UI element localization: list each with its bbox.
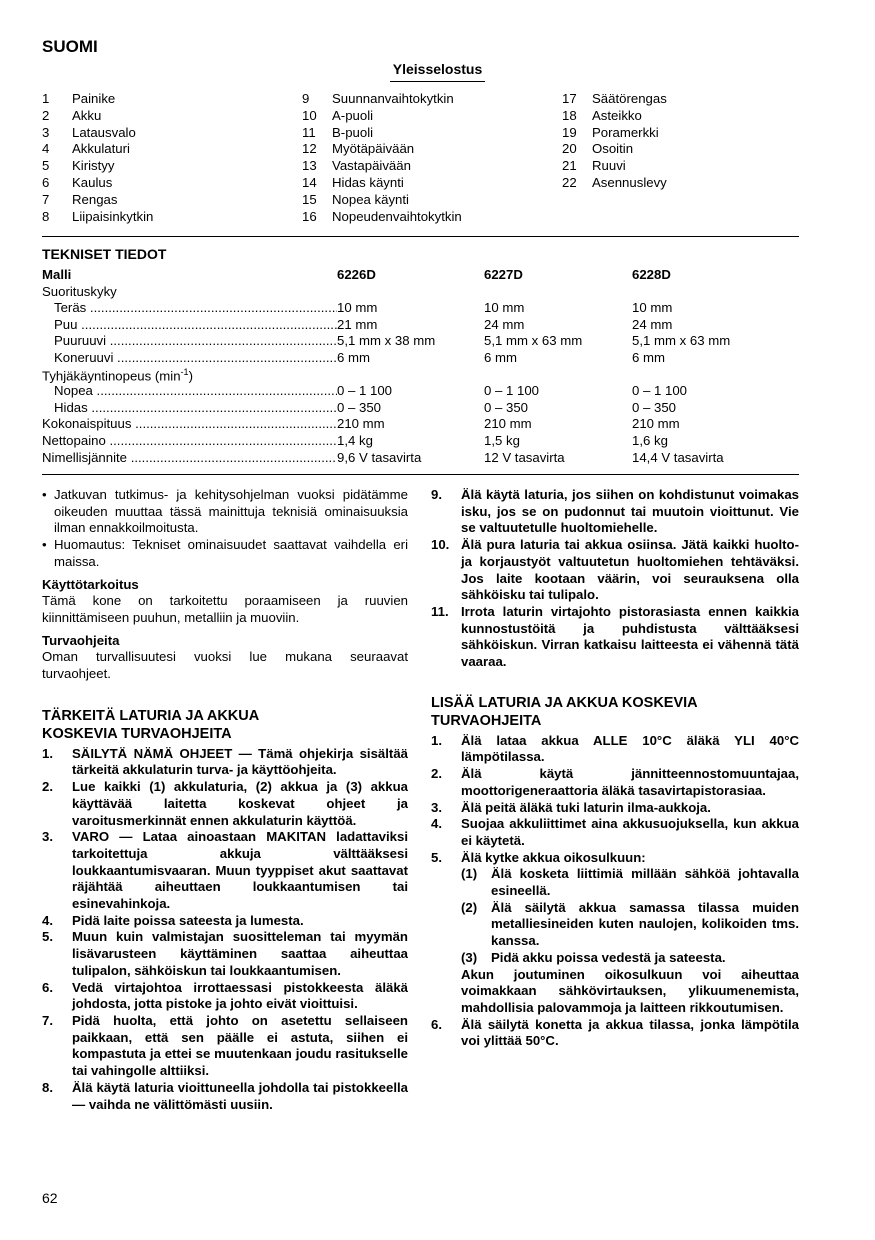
part-number: 6 (42, 174, 50, 190)
list-item (431, 604, 799, 671)
spec-value: 9,6 V tasavirta (337, 449, 422, 465)
part-label: Myötäpäivään (332, 141, 415, 157)
bullet-text: Huomautus: Tekniset ominaisuudet saattavat vaihdella eri maissa. (54, 537, 408, 569)
spec-value: 5,1 mm x 63 mm (632, 333, 731, 349)
sub-list (431, 866, 799, 1016)
list-text: Pidä laite poissa sateesta ja lumesta. (72, 912, 304, 928)
spec-value: 5,1 mm x 63 mm (484, 333, 583, 349)
list-item (431, 487, 799, 537)
divider (42, 474, 799, 475)
part-item (42, 108, 292, 125)
spec-value: 10 mm (484, 300, 525, 316)
spec-value: 1,4 kg (337, 432, 373, 448)
part-number: 4 (42, 141, 50, 157)
list-number: 4. (431, 816, 442, 832)
part-label: Akku (72, 107, 102, 123)
spec-label: Nettopaino ..... (42, 433, 337, 448)
part-item (42, 141, 292, 158)
spec-value: 21 mm (337, 316, 378, 332)
sub-number: (1) (461, 866, 478, 882)
part-number: 9 (302, 91, 310, 106)
bullet-item (42, 487, 408, 537)
part-item (562, 158, 799, 175)
spec-value: 0 – 350 (632, 399, 676, 415)
list-text: Suojaa akkuliittimet aina akkusuojuksella, kun akkua ei käytetä. (461, 816, 799, 848)
part-number: 14 (302, 174, 317, 190)
part-label: Säätörengas (592, 91, 667, 106)
bullet-marker: • (42, 537, 47, 553)
part-number: 8 (42, 208, 50, 224)
part-number: 7 (42, 191, 50, 207)
spec-value: 210 mm (484, 416, 532, 432)
part-label: Hidas käynti (332, 174, 404, 190)
list-item (42, 829, 408, 913)
part-number: 11 (302, 124, 316, 140)
part-item (562, 108, 799, 125)
part-label: Liipaisinkytkin (72, 208, 154, 224)
list-number: 3. (42, 829, 53, 845)
sub-text: Älä kosketa liittimiä millään sähköä johtavalla esineellä. (491, 866, 799, 899)
spec-value: 0 – 350 (337, 399, 381, 415)
parts-list-col-3 (562, 91, 799, 192)
part-number: 17 (562, 91, 577, 106)
list-text: Lue kaikki (1) akkulaturia, (2) akkua ja (3) akkua käyttävää laitetta koskevat ohjeet ja varoitusmerkinnät ennen akkulaturin käyttöä. (72, 779, 408, 828)
list-text: Älä peitä äläkä tuki laturin ilma-aukkoja. (461, 799, 711, 815)
part-number: 22 (562, 174, 577, 190)
list-item (431, 537, 799, 604)
part-label: Rengas (72, 191, 118, 207)
language-heading: SUOMI (42, 37, 98, 56)
list-item (42, 1013, 408, 1080)
list-item (42, 913, 408, 930)
spec-value: 210 mm (337, 416, 385, 432)
charger-safety-title: TÄRKEITÄ LATURIA JA AKKUA KOSKEVIA TURVAOHJEITA (42, 707, 260, 742)
use-text: Tämä kone on tarkoitettu poraamiseen ja ruuvien kiinnittämiseen puuhun, metalliin ja muoviin. (42, 593, 408, 625)
spec-label: Nimellisjännite ..... (42, 450, 337, 465)
part-label: Vastapäivään (332, 158, 411, 174)
list-text: Älä pura laturia tai akkua osiinsa. Jätä kaikki huolto- ja korjaustyöt valtuutetun huoltomiehen tehtäväksi. Jos laite kootaan väärin, voi seurauksena olla sähköisku tai tulipalo. (461, 537, 799, 603)
list-item (431, 800, 799, 817)
part-item (562, 91, 799, 108)
spec-value: 0 – 1 100 (337, 383, 392, 399)
spec-label: Puuruuvi ..... (54, 333, 337, 348)
list-text: Älä käytä jännitteennostomuuntajaa, moottorigeneraattoria äläkä tasavirtapistorasiaa. (461, 766, 799, 798)
spec-value: 14,4 V tasavirta (632, 449, 724, 465)
safety-text: Oman turvallisuutesi vuoksi lue mukana seuraavat turvaohjeet. (42, 649, 408, 682)
part-item (302, 175, 552, 192)
sub-item (461, 866, 799, 899)
part-label: Painike (72, 91, 116, 106)
part-item (302, 108, 552, 125)
list-text: Älä käytä laturia, jos siihen on kohdistunut voimakas isku, jos se on pudonnut tai muutoin vioittunut. Vie se valtuutetulle huoltomiehelle. (461, 487, 799, 536)
divider (42, 236, 799, 237)
sub-number: (2) (461, 899, 478, 915)
part-number: 13 (302, 158, 317, 174)
part-number: 20 (562, 141, 577, 157)
parts-list-col-2 (302, 91, 552, 225)
spec-value: 5,1 mm x 38 mm (337, 333, 436, 349)
list-item (431, 1017, 799, 1050)
list-text: Muun kuin valmistajan suositteleman tai myymän lisävarusteen käyttäminen saattaa aiheuttaa tulipalon, sähköiskun tai loukkaantumisen. (72, 929, 408, 978)
part-number: 2 (42, 107, 50, 123)
part-label: Ruuvi (592, 158, 626, 174)
list-text: Älä säilytä konetta ja akkua tilassa, jonka lämpötila voi ylittää 50°C. (461, 1016, 799, 1049)
spec-label: Teräs ..... (54, 300, 337, 315)
sub-number: (3) (461, 949, 478, 965)
list-number: 9. (431, 487, 442, 502)
spec-value: 10 mm (337, 300, 378, 316)
list-item (42, 746, 408, 779)
part-number: 15 (302, 191, 317, 207)
part-number: 12 (302, 141, 317, 157)
spec-value: 1,5 kg (484, 432, 520, 448)
part-number: 1 (42, 91, 50, 106)
list-number: 2. (42, 779, 53, 795)
bullet-item (42, 537, 408, 570)
battery-safety-title: LISÄÄ LATURIA JA AKKUA KOSKEVIA TURVAOHJEITA (431, 694, 698, 729)
sub-text: Älä säilytä akkua samassa tilassa muiden metalliesineiden kuten naulojen, kolikoiden tms. kanssa. (491, 899, 799, 949)
part-label: Suunnanvaihtokytkin (332, 91, 454, 106)
list-number: 3. (431, 799, 442, 815)
part-item (302, 192, 552, 209)
list-text: SÄILYTÄ NÄMÄ OHJEET — Tämä ohjekirja sisältää tärkeitä akkulaturin turva- ja käyttöohjeita. (72, 745, 408, 778)
part-item (42, 209, 292, 226)
part-label: Akkulaturi (72, 141, 130, 157)
part-number: 18 (562, 107, 577, 123)
part-number: 21 (562, 158, 577, 174)
spec-value: 24 mm (484, 316, 525, 332)
part-number: 19 (562, 124, 577, 140)
list-text: Irrota laturin virtajohto pistorasiasta ennen kaikkia kunnostustöitä ja puhdistusta välttääksesi sähköiskun. Virran katkaisu laitteesta ei vähennä tätä vaaraa. (461, 603, 799, 670)
part-label: Kiristyy (72, 158, 115, 174)
spec-value: 0 – 1 100 (632, 383, 687, 399)
safety-title: Turvaohjeita (42, 632, 120, 648)
spec-value: 12 V tasavirta (484, 449, 565, 465)
part-label: Kaulus (72, 174, 113, 190)
part-item (302, 141, 552, 158)
part-label: Nopeudenvaihtokytkin (332, 208, 462, 224)
list-item (42, 929, 408, 979)
sub-item (461, 900, 799, 950)
part-number: 5 (42, 158, 50, 174)
list-text: Älä käytä laturia vioittuneella johdolla tai pistokkeella — vaihda ne välittömästi uusiin. (72, 1079, 408, 1112)
spec-value: 6 mm (632, 349, 665, 365)
right-column (431, 487, 799, 1050)
spec-value: 6226D (337, 267, 376, 282)
list-number: 7. (42, 1012, 53, 1028)
sub-text: Pidä akku poissa vedestä ja sateesta. (491, 949, 726, 965)
list-item (42, 980, 408, 1013)
spec-label: Kokonaispituus ..... (42, 416, 337, 431)
list-text: Vedä virtajohtoa irrottaessasi pistokkeesta äläkä johdosta, jotta pistoke ja johto eivät vioittuisi. (72, 979, 408, 1012)
part-label: Nopea käynti (332, 191, 409, 207)
spec-label: Suorituskyky (42, 283, 117, 299)
part-label: Asteikko (592, 107, 642, 123)
spec-label: Koneruuvi ..... (54, 350, 337, 365)
part-item (562, 125, 799, 142)
list-item (42, 1080, 408, 1113)
spec-label: Malli (42, 267, 72, 282)
part-number: 10 (302, 107, 317, 123)
part-label: Poramerkki (592, 124, 659, 140)
part-item (562, 141, 799, 158)
part-item (562, 175, 799, 192)
specs-title: TEKNISET TIEDOT (42, 246, 167, 262)
overview-title: Yleisselostus (0, 61, 875, 82)
part-label: B-puoli (332, 124, 374, 140)
list-item (431, 850, 799, 867)
list-number: 1. (431, 732, 442, 748)
spec-value: 0 – 350 (484, 399, 528, 415)
list-number: 2. (431, 766, 442, 782)
part-label: Latausvalo (72, 124, 136, 140)
list-item (431, 816, 799, 849)
part-item (42, 125, 292, 142)
spec-value: 10 mm (632, 300, 673, 316)
spec-label: Nopea ..... (54, 383, 337, 398)
list-number: 6. (431, 1016, 442, 1032)
bullet-text: Jatkuvan tutkimus- ja kehitysohjelman vuoksi pidätämme oikeuden muuttaa tässä mainittuja teknisiä ominaisuuksia ilman ennakkoilmoitusta. (54, 487, 408, 536)
part-label: Osoitin (592, 141, 634, 157)
part-item (302, 158, 552, 175)
left-column (42, 487, 408, 1113)
bullet-marker: • (42, 487, 47, 502)
parts-list-col-1 (42, 91, 292, 225)
list-number: 5. (431, 849, 442, 865)
spec-value: 6 mm (484, 349, 517, 365)
list-text: VARO — Lataa ainoastaan MAKITAN ladattaviksi tarkoitettuja akkuja välttääksesi loukkaantumisvaaran. Muun tyyppiset akut saattavat räjähtää aiheuttaen loukkaantumisen tai esinevahinkoja. (72, 829, 408, 912)
list-text: Pidä huolta, että johto on asetettu sellaiseen paikkaan, että sen päälle ei astuta, siihen ei kompastuta ja ettei se muutenkaan joudu rasitukselle tai vahingolle alttiiksi. (72, 1012, 408, 1079)
list-item (431, 766, 799, 799)
part-item (42, 175, 292, 192)
list-item (42, 779, 408, 829)
spec-value: 210 mm (632, 416, 680, 432)
list-number: 6. (42, 979, 53, 995)
spec-label: Puu ..... (54, 317, 337, 332)
sub-note: Akun joutuminen oikosulkuun voi aiheuttaa voimakkaan sähkövirtauksen, ylikuumenemista, mahdollisia palovammoja ja laitteen rikkoutumisen. (461, 966, 799, 1015)
part-label: Asennuslevy (592, 174, 667, 190)
list-item (431, 733, 799, 766)
list-number: 4. (42, 912, 53, 928)
part-label: A-puoli (332, 107, 374, 123)
spec-value: 6228D (632, 267, 671, 282)
spec-value: 6 mm (337, 349, 370, 365)
list-number: 11. (431, 603, 449, 619)
spec-label: Hidas ..... (54, 400, 337, 415)
use-title: Käyttötarkoitus (42, 576, 139, 592)
list-number: 5. (42, 929, 53, 945)
part-item (302, 125, 552, 142)
page-number: 62 (42, 1190, 58, 1206)
list-text: Älä kytke akkua oikosulkuun: (461, 849, 646, 865)
sub-item (461, 950, 799, 967)
part-number: 3 (42, 124, 50, 140)
part-item (42, 192, 292, 209)
part-number: 16 (302, 208, 317, 224)
part-item (42, 91, 292, 108)
part-item (42, 158, 292, 175)
list-text: Älä lataa akkua ALLE 10°C äläkä YLI 40°C lämpötilassa. (461, 732, 799, 765)
part-item (302, 91, 552, 108)
spec-value: 24 mm (632, 316, 673, 332)
list-number: 10. (431, 537, 450, 553)
part-item (302, 209, 552, 226)
spec-value: 6227D (484, 267, 523, 282)
list-number: 8. (42, 1079, 53, 1095)
spec-label: Tyhjäkäyntinopeus $(\min^{-1})$ (42, 366, 193, 383)
list-number: 1. (42, 745, 53, 761)
spec-value: 1,6 kg (632, 432, 668, 448)
spec-value: 0 – 1 100 (484, 383, 539, 399)
